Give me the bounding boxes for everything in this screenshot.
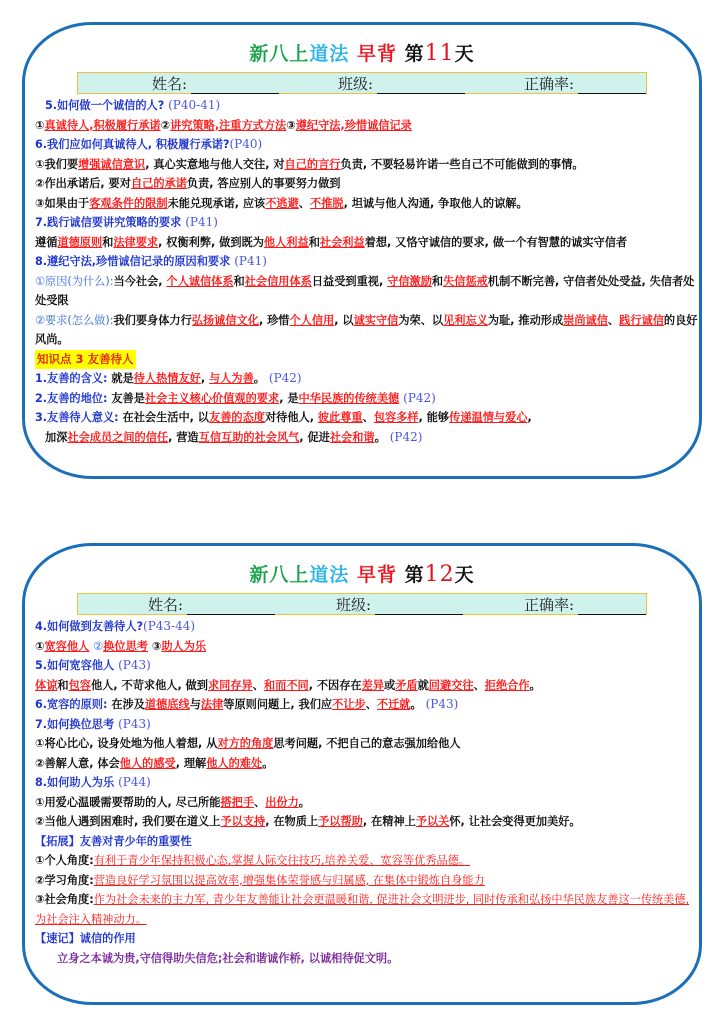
- page-ref: (P43): [425, 697, 459, 711]
- key-answer: 他人利益: [263, 235, 309, 249]
- question-heading: [35, 715, 699, 735]
- answer-line: [35, 408, 699, 447]
- key-answer: 不让步: [332, 698, 366, 711]
- text: 怀, 让社会变得更加美好。: [449, 815, 581, 828]
- text: 、: [473, 678, 485, 692]
- page-ref: (P42): [268, 371, 302, 385]
- knowledge-point-label: 知识点 3 友善待人: [35, 350, 136, 370]
- page-ref: (P41): [234, 254, 267, 268]
- num: ②: [160, 118, 171, 132]
- text: 、: [254, 795, 266, 809]
- question-text: 7.践行诚信要讲究策略的要求: [35, 216, 182, 229]
- answer-line: [35, 890, 699, 929]
- key-answer: 搭把手: [220, 795, 255, 809]
- key-answer: 社会主义核心价值观的要求: [144, 391, 280, 405]
- sub-label: ①原因(为什么):: [35, 274, 114, 288]
- text: 为耻, 推动形成: [487, 313, 564, 327]
- key-answer: 予以帮助: [318, 815, 363, 828]
- question-heading: [35, 213, 699, 233]
- num: ①: [35, 118, 45, 132]
- key-answer: 出份力: [265, 795, 299, 809]
- text: 未能兑现承诺, 应该: [167, 196, 266, 210]
- key-answer: 社会成员之间的信任: [67, 430, 169, 444]
- key-answer: 他人的难处: [206, 756, 263, 770]
- question-text: 2.友善的地位:: [35, 391, 108, 405]
- accuracy-label: 正确率:: [523, 74, 574, 93]
- class-blank[interactable]: [377, 77, 465, 94]
- accuracy-field[interactable]: [524, 594, 646, 615]
- num: ③: [286, 118, 296, 132]
- text: 他人, 不苛求他人, 做到: [90, 678, 208, 692]
- answer-line: [35, 754, 699, 774]
- name-label: 姓名:: [148, 595, 184, 614]
- key-answer: 有利于青少年保持积极心态,掌握人际交往技巧,培养关爱、宽容等优秀品德。: [93, 854, 471, 867]
- text: , 在精神上: [362, 815, 416, 828]
- text: 负责, 不要轻易许诺一些自己不可能做到的事情。: [340, 157, 584, 171]
- title-suffix: 天: [454, 43, 475, 65]
- page-ref: (P44): [118, 775, 151, 789]
- accuracy-field[interactable]: [524, 73, 646, 94]
- question-heading: [35, 96, 699, 116]
- page-ref: (P42): [403, 390, 436, 405]
- key-answer: 友善的态度: [209, 411, 265, 424]
- text: , 在物质上: [265, 815, 319, 828]
- key-answer: 回避交往: [428, 678, 474, 692]
- answer-line: [35, 194, 699, 214]
- memo-heading: [35, 929, 699, 949]
- text: 和: [431, 274, 444, 288]
- text: 友善是: [107, 391, 145, 405]
- key-answer: 讲究策略,注重方式方法: [170, 118, 287, 132]
- key-answer: 社会利益: [319, 235, 365, 249]
- text: 。: [410, 698, 422, 711]
- question-heading: [35, 252, 699, 272]
- question-text: 4.如何做到友善待人?: [35, 620, 144, 633]
- extension-label: 【拓展】友善对青少年的重要性: [35, 834, 192, 848]
- key-answer: 矛盾: [395, 678, 418, 692]
- page-ref: (P43-44): [143, 619, 196, 633]
- title-morning-recite: 早背: [356, 43, 397, 65]
- text: 、: [298, 196, 310, 210]
- text: , 珍惜: [258, 313, 290, 327]
- question-text: 1.友善的含义:: [35, 372, 108, 385]
- text: 、: [607, 313, 620, 327]
- question-text: 6.我们应如何真诚待人, 积极履行承诺?: [35, 138, 230, 151]
- text: ②当他人遇到困难时, 我们要在道义上: [35, 815, 221, 828]
- question-heading: [35, 656, 699, 676]
- class-field[interactable]: [338, 73, 465, 94]
- key-answer: 自己的承诺: [130, 177, 187, 190]
- key-answer: 个人诚信体系: [166, 274, 234, 288]
- answer-line: [35, 389, 699, 409]
- answer-line: [35, 116, 699, 136]
- key-answer: 社会信用体系: [244, 274, 312, 288]
- page-ref: (P40): [229, 137, 263, 151]
- key-answer: 拒绝合作: [484, 678, 530, 692]
- text: 、: [365, 698, 377, 711]
- title-subject: 道法: [309, 43, 350, 65]
- text: ,: [527, 411, 532, 424]
- question-text: 7.如何换位思考: [35, 717, 115, 731]
- key-answer: 弘扬诚信文化: [191, 313, 259, 327]
- accuracy-label: 正确率:: [523, 595, 574, 614]
- sub-label: ③社会角度:: [35, 893, 94, 906]
- sub-label: ①个人角度:: [35, 854, 94, 867]
- key-answer: 不迁就: [376, 698, 411, 711]
- answer-line: [35, 676, 699, 696]
- text: ①用爱心温暖需要帮助的人, 尽己所能: [35, 795, 221, 809]
- key-answer: 他人的感受: [119, 756, 176, 770]
- key-answer: 包容: [68, 678, 91, 692]
- text: 。: [298, 795, 310, 809]
- key-answer: 践行诚信: [619, 313, 664, 327]
- text: 思考问题, 不把自己的意志强加给他人: [273, 737, 461, 750]
- key-answer: 道德底线: [144, 698, 190, 711]
- sub-label: ②学习角度:: [35, 873, 94, 887]
- key-answer: 换位思考: [103, 639, 148, 653]
- key-answer: 和而不同: [263, 678, 309, 692]
- num: ②: [93, 639, 104, 653]
- student-info-bar: [77, 593, 647, 615]
- text: 遵循: [35, 235, 58, 249]
- page-ref: (P42): [389, 429, 423, 444]
- key-answer: 中华民族的传统美德: [298, 391, 400, 405]
- key-answer: 崇尚诚信: [563, 313, 608, 327]
- key-answer: 客观条件的限制: [89, 196, 168, 210]
- key-answer: 法律要求: [113, 235, 159, 249]
- text: 就: [417, 678, 429, 692]
- page-ref: (P41): [185, 215, 218, 229]
- key-answer: 社会和谐: [329, 430, 375, 444]
- text: 。: [253, 372, 265, 385]
- title-grade: 新八上: [249, 564, 310, 586]
- text: ②善解人意, 体会: [35, 756, 120, 770]
- answer-line: [35, 812, 699, 832]
- memo-label: 【速记】诚信的作用: [35, 932, 136, 945]
- question-text: 5.如何做一个诚信的人?: [45, 99, 165, 112]
- title-morning-recite: 早背: [356, 564, 397, 586]
- text: 对待他人,: [264, 411, 318, 424]
- key-answer: 作为社会未来的主力军, 青少年友善能让社会更温暖和谐, 促进社会文明进步, 同时传承和弘扬中华民族友善这一传统美德,为社会注入精神动力。: [35, 893, 690, 926]
- key-answer: 求同存异: [207, 678, 253, 692]
- text: 就是: [107, 372, 134, 385]
- question-heading: [35, 617, 699, 637]
- answer-line: [35, 272, 699, 311]
- answer-line: [35, 695, 699, 715]
- key-answer: 助人为乐: [161, 639, 207, 653]
- page-ref: (P40-41): [168, 98, 221, 112]
- text: , 坦诚与他人沟通, 争取他人的谅解。: [343, 196, 528, 210]
- key-answer: 自己的言行: [284, 157, 341, 171]
- text: 和: [102, 235, 114, 249]
- key-answer: 不推脱: [310, 196, 344, 210]
- text: ①我们要: [35, 157, 79, 171]
- key-answer: 差异: [361, 678, 384, 692]
- key-answer: 个人信用: [289, 313, 335, 327]
- key-answer: 予以支持: [220, 815, 266, 828]
- text: 与: [189, 698, 201, 711]
- worksheet-card-day-11: [22, 22, 702, 479]
- sub-label: ②要求(怎么做):: [35, 313, 114, 327]
- answer-line: [35, 793, 699, 813]
- text: 和: [308, 235, 320, 249]
- key-answer: 彼此尊重: [317, 411, 363, 424]
- card-content: [25, 615, 699, 968]
- name-blank[interactable]: [191, 77, 279, 94]
- text: , 能够: [418, 411, 450, 424]
- text: , 是: [279, 391, 299, 405]
- title-day-number: 12: [424, 562, 455, 587]
- key-answer: 予以关: [415, 815, 450, 828]
- text: 。: [374, 430, 386, 444]
- text: 机制不断完善, 守信者处处受益, 失信者处处受限: [35, 274, 695, 307]
- question-heading: [35, 773, 699, 793]
- key-answer: 体谅: [35, 678, 58, 692]
- page-ref: (P43): [118, 716, 151, 731]
- key-answer: 遵纪守法,珍惜诚信记录: [295, 118, 412, 132]
- question-text: 3.友善待人意义:: [35, 411, 119, 424]
- name-label: 姓名:: [152, 74, 188, 93]
- answer-line: [35, 233, 699, 253]
- text: , 理解: [175, 756, 207, 770]
- answer-line: [35, 871, 699, 891]
- key-answer: 互信互助的社会风气: [198, 430, 300, 444]
- answer-line: [35, 734, 699, 754]
- class-blank[interactable]: [375, 598, 463, 615]
- worksheet-card-day-12: [22, 543, 702, 1005]
- text: 在涉及: [107, 698, 145, 711]
- class-field[interactable]: [336, 594, 463, 615]
- title-suffix: 天: [454, 564, 475, 586]
- text: 着想, 又恪守诚信的要求, 做一个有智慧的诚实守信者: [364, 235, 628, 249]
- accuracy-blank[interactable]: [578, 77, 646, 94]
- text: , 真心实意地与他人交往, 对: [145, 157, 285, 171]
- text: 。: [529, 678, 541, 692]
- text: ③如果由于: [35, 196, 90, 210]
- class-label: 班级:: [335, 595, 372, 614]
- text: 、: [362, 411, 374, 424]
- key-answer: 道德原则: [57, 235, 103, 249]
- text: 日益受到重视,: [311, 274, 388, 288]
- extension-heading: [35, 832, 699, 852]
- page-ref: (P43): [118, 658, 151, 672]
- accuracy-blank[interactable]: [578, 598, 646, 615]
- text: ②作出承诺后, 要对: [35, 177, 131, 190]
- title-subject: 道法: [309, 564, 350, 586]
- answer-line: [35, 311, 699, 350]
- answer-line: [35, 851, 699, 871]
- question-text: 8.遵纪守法,珍惜诚信记录的原因和要求: [35, 255, 231, 268]
- key-answer: 待人热情友好: [133, 372, 201, 385]
- text: 为荣、以: [398, 313, 444, 327]
- title-day-number: 11: [424, 41, 455, 66]
- key-answer: 见利忘义: [443, 313, 488, 327]
- knowledge-point-heading: [35, 350, 699, 370]
- text: , 以: [334, 313, 354, 327]
- answer-line: [35, 637, 699, 657]
- key-answer: 增强诚信意识: [78, 157, 146, 171]
- text: 负责, 答应别人的事要努力做到: [186, 177, 341, 190]
- text: , 营造: [168, 430, 199, 444]
- text: , 促进: [299, 430, 330, 444]
- text: 和: [57, 678, 69, 692]
- key-answer: 对方的角度: [217, 737, 274, 750]
- answer-line: [35, 155, 699, 175]
- text: 和: [233, 274, 245, 288]
- name-blank[interactable]: [187, 598, 275, 615]
- answer-line: [35, 369, 699, 389]
- memo-rhyme: 立身之本诚为贵,守信得助失信危;社会和谐诚作桥, 以诚相待促文明。: [57, 951, 399, 965]
- answer-line: [35, 174, 699, 194]
- text: ,: [200, 372, 210, 385]
- key-answer: 与人为善: [209, 372, 254, 385]
- question-text: 8.如何助人为乐: [35, 776, 115, 789]
- student-info-bar: [77, 72, 647, 94]
- name-field[interactable]: [148, 594, 275, 615]
- text: 、: [252, 678, 264, 692]
- text: 在社会生活中, 以: [118, 411, 209, 424]
- card-title: [25, 560, 699, 586]
- text: 等原则问题上, 我们应: [223, 698, 333, 711]
- title-grade: 新八上: [249, 43, 310, 65]
- key-answer: 不逃避: [265, 196, 299, 210]
- question-text: 5.如何宽容他人: [35, 659, 115, 672]
- question-text: 6.宽容的原则:: [35, 698, 108, 711]
- key-answer: 包容多样: [373, 411, 419, 424]
- num: ①: [35, 639, 45, 653]
- key-answer: 真诚待人,积极履行承诺: [44, 118, 161, 132]
- text: 当今社会,: [113, 274, 167, 288]
- text: , 权衡利弊, 做到既为: [158, 235, 264, 249]
- class-label: 班级:: [337, 74, 374, 93]
- text: , 不因存在: [308, 678, 362, 692]
- key-answer: 传递温情与爱心: [449, 411, 528, 424]
- key-answer: 诚实守信: [353, 313, 399, 327]
- text: 我们要身体力行: [113, 313, 192, 327]
- title-prefix: 第: [404, 43, 425, 65]
- text: 。: [262, 756, 274, 770]
- key-answer: 守信激励: [387, 274, 432, 288]
- key-answer: 法律: [200, 698, 224, 711]
- key-answer: 宽容他人: [44, 639, 90, 653]
- key-answer: 失信惩戒: [443, 274, 488, 288]
- key-answer: 营造良好学习氛围以提高效率,增强集体荣誉感与归属感, 在集体中锻炼自身能力: [93, 873, 485, 887]
- card-content: [25, 94, 699, 447]
- text: 加深: [45, 430, 68, 444]
- num: ③: [151, 639, 162, 653]
- text: ①将心比心, 设身处地为他人着想, 从: [35, 737, 218, 750]
- name-field[interactable]: [152, 73, 279, 94]
- text: 或: [384, 678, 396, 692]
- text: 的良好风尚。: [35, 313, 698, 346]
- question-heading: [35, 135, 699, 155]
- title-prefix: 第: [404, 564, 425, 586]
- card-title: [25, 39, 699, 65]
